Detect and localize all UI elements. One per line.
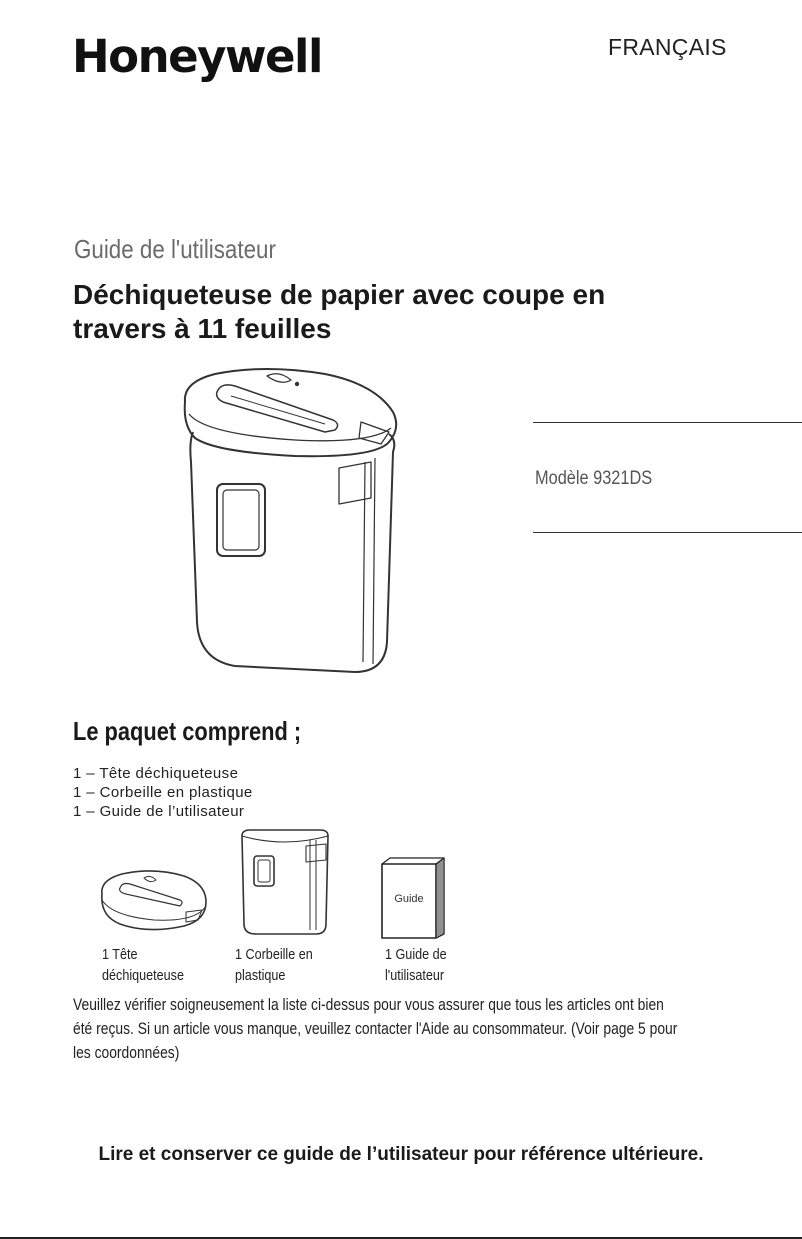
title-line-2: travers à 11 feuilles bbox=[73, 313, 332, 344]
caption-line: l'utilisateur bbox=[385, 967, 445, 984]
document-subtitle: Guide de l'utilisateur bbox=[74, 234, 276, 264]
caption-line: plastique bbox=[235, 967, 286, 984]
shredder-illustration bbox=[175, 362, 410, 682]
caption-shredder-head bbox=[102, 944, 184, 986]
package-list-item: 1 – Guide de l’utilisateur bbox=[73, 803, 245, 820]
note-line: été reçus. Si un article vous manque, veuillez contacter l'Aide au consommateur. (Voir page 5 pour bbox=[73, 1020, 678, 1038]
note-line: Veuillez vérifier soigneusement la liste ci-dessus pour vous assurer que tous les articles ont bien bbox=[73, 996, 664, 1014]
document-title bbox=[73, 278, 713, 346]
model-number: Modèle 9321DS bbox=[535, 468, 653, 489]
footer-notice: Lire et conserver ce guide de l’utilisateur pour référence ultérieure. bbox=[98, 1144, 704, 1165]
note-line: les coordonnées) bbox=[73, 1044, 180, 1062]
caption-line: déchiqueteuse bbox=[102, 967, 184, 984]
guide-booklet-illustration bbox=[380, 856, 450, 940]
caption-guide bbox=[385, 944, 447, 986]
basket-illustration bbox=[236, 826, 334, 938]
caption-line: 1 Tête bbox=[102, 946, 138, 963]
caption-line: 1 Guide de bbox=[385, 946, 447, 963]
package-heading: Le paquet comprend ; bbox=[73, 716, 302, 746]
caption-line: 1 Corbeille en bbox=[235, 946, 313, 963]
title-line-1: Déchiqueteuse de papier avec coupe en bbox=[73, 279, 606, 310]
package-list-item: 1 – Tête déchiqueteuse bbox=[73, 765, 239, 782]
verification-note bbox=[73, 993, 711, 1065]
shredder-head-illustration bbox=[98, 868, 210, 934]
package-list-item: 1 – Corbeille en plastique bbox=[73, 784, 253, 801]
language-label: FRANÇAIS bbox=[608, 34, 727, 60]
package-list bbox=[73, 764, 253, 821]
caption-basket bbox=[235, 944, 313, 986]
honeywell-logo: Honeywell bbox=[72, 30, 322, 83]
model-divider-top bbox=[533, 422, 802, 423]
model-divider-bottom bbox=[533, 532, 802, 533]
guide-cover-text: Guide bbox=[394, 893, 424, 905]
